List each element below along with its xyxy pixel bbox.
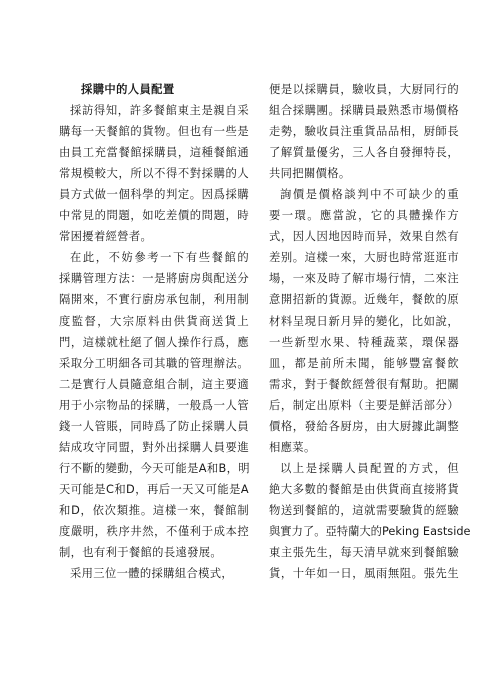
paragraph-line: 天可能是C和D，再后一天又可能是A [59,482,249,496]
section-heading: 採購中的人員配置 [81,83,175,96]
paragraph-line: 在此，不妨參考一下有些餐館的 [70,251,249,265]
paragraph-line: 皿，都是前所未聞，能够豐富餐飲 [269,356,459,370]
paragraph-line: 中常見的問題，如吃差價的問題，時 [59,209,249,223]
paragraph-line: 采取分工明細各司其職的管理辦法。 [59,356,249,370]
paragraph-line: 場，一來及時了解市場行情，二來注 [269,272,459,286]
left-column [59,79,249,584]
paragraph-line: 以上是採購人員配置的方式，但 [280,461,459,475]
paragraph-line: 二是實行人員隨意組合制，這主要適 [59,377,249,391]
paragraph-line: 度嚴明，秩序井然，不僅利于成本控 [59,524,249,538]
paragraph-line: 差别。這樣一來，大厨也時常逛逛市 [269,251,459,265]
paragraph-line: 便是以採購員，驗收員，大厨同行的 [269,83,459,96]
paragraph-line: 貨，十年如一日，風雨無阻。張先生 [269,567,459,581]
paragraph-line: 常規模較大，所以不得不對採購的人 [59,167,249,181]
paragraph-line: 結成攻守同盟，對外出採購人員要進 [59,440,249,454]
paragraph-line: 式，因人因地因時而异，效果自然有 [269,230,459,244]
paragraph-line: 采用三位一體的採購組合模式， [70,567,234,581]
paragraph-line: 制，也有利于餐館的長遠發展。 [59,546,223,560]
paragraph-line: 行不斷的變動，今天可能是A和B，明 [59,461,250,475]
paragraph-line: 意開招新的貨源。近幾年，餐飲的原 [269,293,459,307]
paragraph-line: 採訪得知，許多餐館東主是親自采 [70,104,249,118]
paragraph-line: 絶大多數的餐館是由供貨商直接將貨 [269,482,459,496]
paragraph-line: 東主張先生，每天清早就來到餐館驗 [269,546,459,560]
paragraph-line: 員方式做一個科學的判定。因爲採購 [59,188,249,202]
paragraph-line: 組合採購團。採購員最熟悉市場價格 [269,104,459,118]
paragraph-line: 共同把關價格。 [269,167,351,181]
paragraph-line: 錢一人管賬，同時爲了防止採購人員 [59,419,249,433]
paragraph-line: 物送到餐館的，這就需要驗貨的經驗 [269,503,459,517]
paragraph-line: 詢價是價格談判中不可缺少的重 [280,188,459,202]
paragraph-line: 材料呈現日新月异的變化，比如說， [269,314,459,328]
paragraph-line: 購每一天餐館的貨物。但也有一些是 [59,125,249,139]
paragraph-line: 了解質量優劣，三人各自發揮特長， [269,146,459,160]
paragraph-line: 與實力了。亞特蘭大的Peking Eastside [269,524,471,538]
paragraph-line: 隔開來，不實行廚房承包制，利用制 [59,293,249,307]
paragraph-line: 后，制定出原料（主要是鮮活部分） [269,398,459,412]
paragraph-line: 採購管理方法：一是將廚房與配送分 [59,272,249,286]
paragraph-line: 和D，依次類推。這樣一來，餐館制 [59,503,249,517]
paragraph-line: 一些新型水果、特種蔬菜，環保器 [269,335,459,349]
paragraph-line: 要一環。應當說，它的具體操作方 [269,209,459,223]
paragraph-line: 需求，對于餐飲經營很有幫助。把關 [269,377,459,391]
paragraph-line: 門，這樣就杜絕了個人操作行爲，應 [59,335,249,349]
right-column [269,79,471,584]
paragraph-line: 價格，發給各厨房，由大厨據此調整 [269,419,459,433]
paragraph-line: 由員工充當餐館採購員，這種餐館通 [59,146,249,160]
paragraph-line: 常困擾着經營者。 [59,230,153,244]
paragraph-line: 用于小宗物品的採購，一般爲一人管 [59,398,249,412]
paragraph-line: 相應菜。 [269,440,316,454]
paragraph-line: 度監督，大宗原料由供貨商送貨上 [59,314,249,328]
paragraph-line: 走勢，驗收員注重貨品品相，厨師長 [269,125,459,139]
